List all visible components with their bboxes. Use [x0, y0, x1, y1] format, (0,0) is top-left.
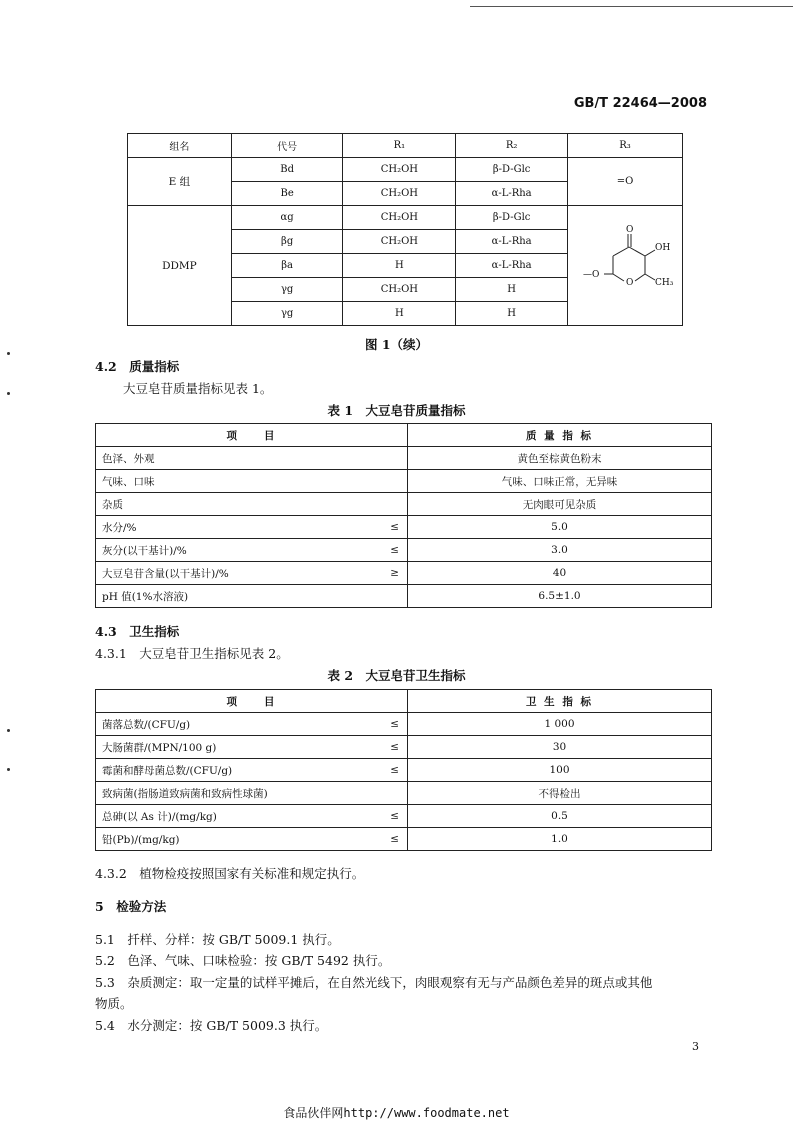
- table-2: [95, 689, 712, 851]
- r2-cell: β-D-Glc: [456, 206, 568, 230]
- r3-cell: =O: [567, 158, 682, 206]
- table-row: [128, 158, 683, 182]
- table-row: [96, 736, 712, 759]
- column-header: 项 目: [96, 424, 408, 447]
- comparison-cell: ≤: [359, 713, 408, 736]
- item-cell: 灰分(以干基计)/%: [96, 539, 360, 562]
- item-cell: 大肠菌群/(MPN/100 g): [96, 736, 360, 759]
- paragraph: 4.3.1 大豆皂苷卫生指标见表 2。: [95, 646, 289, 661]
- column-header: 组名: [128, 134, 232, 158]
- table-row: [96, 539, 712, 562]
- comparison-cell: [359, 782, 408, 805]
- code-cell: Be: [231, 182, 343, 206]
- code-cell: γg: [231, 278, 343, 302]
- item-cell: 霉菌和酵母菌总数/(CFU/g): [96, 759, 360, 782]
- ether-bond-label: —O: [582, 269, 600, 280]
- table-2-title: 表 2 大豆皂苷卫生指标: [327, 668, 466, 683]
- column-header: R₂: [456, 134, 568, 158]
- comparison-cell: ≤: [359, 805, 408, 828]
- comparison-cell: [359, 493, 408, 516]
- value-cell: 1 000: [408, 713, 712, 736]
- code-cell: γg: [231, 302, 343, 326]
- comparison-cell: ≤: [359, 516, 408, 539]
- paragraph: 4.3.2 植物检疫按照国家有关标准和规定执行。: [95, 866, 365, 881]
- paragraph: 5.4 水分测定：按 GB/T 5009.3 执行。: [95, 1018, 328, 1033]
- item-cell: 致病菌(指肠道致病菌和致病性球菌): [96, 782, 360, 805]
- table-1-title: 表 1 大豆皂苷质量指标: [327, 403, 466, 418]
- code-cell: αg: [231, 206, 343, 230]
- column-header: R₃: [567, 134, 682, 158]
- column-header: R₁: [343, 134, 456, 158]
- value-cell: 黄色至棕黄色粉末: [408, 447, 712, 470]
- comparison-cell: [359, 447, 408, 470]
- r1-cell: CH₂OH: [343, 182, 456, 206]
- code-cell: βa: [231, 254, 343, 278]
- group-name: DDMP: [128, 206, 232, 326]
- r2-cell: H: [456, 278, 568, 302]
- paragraph: 物质。: [95, 996, 133, 1011]
- value-cell: 0.5: [408, 805, 712, 828]
- scan-mark: [7, 392, 10, 395]
- item-cell: pH 值(1%水溶液): [96, 585, 360, 608]
- comparison-cell: ≤: [359, 736, 408, 759]
- table-row: [96, 805, 712, 828]
- table-header-row: [96, 690, 712, 713]
- r1-cell: H: [343, 302, 456, 326]
- ring-oxygen-label: O: [625, 277, 634, 288]
- value-cell: 3.0: [408, 539, 712, 562]
- figure-1-table: [127, 133, 683, 326]
- table-row: [96, 470, 712, 493]
- comparison-cell: ≤: [359, 539, 408, 562]
- r1-cell: CH₂OH: [343, 206, 456, 230]
- paragraph: 5.1 扦样、分样：按 GB/T 5009.1 执行。: [95, 932, 340, 947]
- page-number: 3: [692, 1040, 699, 1053]
- item-cell: 总砷(以 As 计)/(mg/kg): [96, 805, 360, 828]
- column-header: 项 目: [96, 690, 408, 713]
- table-1: [95, 423, 712, 608]
- paragraph: 5.3 杂质测定：取一定量的试样平摊后，在自然光线下，肉眼观察有无与产品颜色差异的斑点或其他: [95, 975, 653, 990]
- r2-cell: α-L-Rha: [456, 254, 568, 278]
- comparison-cell: ≤: [359, 828, 408, 851]
- item-cell: 铅(Pb)/(mg/kg): [96, 828, 360, 851]
- carbonyl-oxygen-label: O: [625, 224, 634, 235]
- table-row: [96, 782, 712, 805]
- scan-mark: [7, 768, 10, 771]
- r1-cell: H: [343, 254, 456, 278]
- item-cell: 色泽、外观: [96, 447, 360, 470]
- scan-mark: [7, 729, 10, 732]
- scan-mark: [7, 352, 10, 355]
- comparison-cell: [359, 470, 408, 493]
- group-name: E 组: [128, 158, 232, 206]
- r2-cell: H: [456, 302, 568, 326]
- value-cell: 1.0: [408, 828, 712, 851]
- comparison-cell: [359, 585, 408, 608]
- value-cell: 40: [408, 562, 712, 585]
- table-row: [96, 516, 712, 539]
- table-row: [96, 493, 712, 516]
- item-cell: 菌落总数/(CFU/g): [96, 713, 360, 736]
- table-row: [96, 447, 712, 470]
- table-row: [96, 585, 712, 608]
- ddmp-structure-diagram: [569, 216, 681, 316]
- r2-cell: α-L-Rha: [456, 230, 568, 254]
- value-cell: 5.0: [408, 516, 712, 539]
- r1-cell: CH₂OH: [343, 158, 456, 182]
- r2-cell: β-D-Glc: [456, 158, 568, 182]
- standard-number: GB/T 22464—2008: [573, 96, 707, 111]
- figure-header-row: [128, 134, 683, 158]
- value-cell: 100: [408, 759, 712, 782]
- table-row: [96, 759, 712, 782]
- item-cell: 大豆皂苷含量(以干基计)/%: [96, 562, 360, 585]
- value-cell: 6.5±1.0: [408, 585, 712, 608]
- figure-caption: 图 1（续）: [364, 337, 429, 352]
- hydroxyl-label: OH: [654, 242, 671, 253]
- code-cell: βg: [231, 230, 343, 254]
- paragraph: 5.2 色泽、气味、口味检验：按 GB/T 5492 执行。: [95, 953, 391, 968]
- table-row: [96, 713, 712, 736]
- section-heading: 4.2 质量指标: [95, 359, 180, 374]
- value-cell: 30: [408, 736, 712, 759]
- table-row: [96, 562, 712, 585]
- ddmp-structure-cell: [567, 206, 682, 326]
- item-cell: 杂质: [96, 493, 360, 516]
- footer-watermark: 食品伙伴网http://www.foodmate.net: [283, 1106, 510, 1120]
- paragraph: 大豆皂苷质量指标见表 1。: [123, 381, 273, 396]
- methyl-label: CH₃: [654, 277, 674, 288]
- code-cell: Bd: [231, 158, 343, 182]
- value-cell: 不得检出: [408, 782, 712, 805]
- r2-cell: α-L-Rha: [456, 182, 568, 206]
- table-header-row: [96, 424, 712, 447]
- section-heading: 4.3 卫生指标: [95, 624, 180, 639]
- column-header: 质 量 指 标: [408, 424, 712, 447]
- item-cell: 气味、口味: [96, 470, 360, 493]
- column-header: 卫 生 指 标: [408, 690, 712, 713]
- value-cell: 气味、口味正常，无异味: [408, 470, 712, 493]
- column-header: 代号: [231, 134, 343, 158]
- comparison-cell: ≥: [359, 562, 408, 585]
- table-row: [96, 828, 712, 851]
- top-rule: [470, 6, 793, 7]
- table-row: [128, 206, 683, 230]
- item-cell: 水分/%: [96, 516, 360, 539]
- section-heading: 5 检验方法: [95, 899, 167, 914]
- r1-cell: CH₂OH: [343, 230, 456, 254]
- value-cell: 无肉眼可见杂质: [408, 493, 712, 516]
- r1-cell: CH₂OH: [343, 278, 456, 302]
- comparison-cell: ≤: [359, 759, 408, 782]
